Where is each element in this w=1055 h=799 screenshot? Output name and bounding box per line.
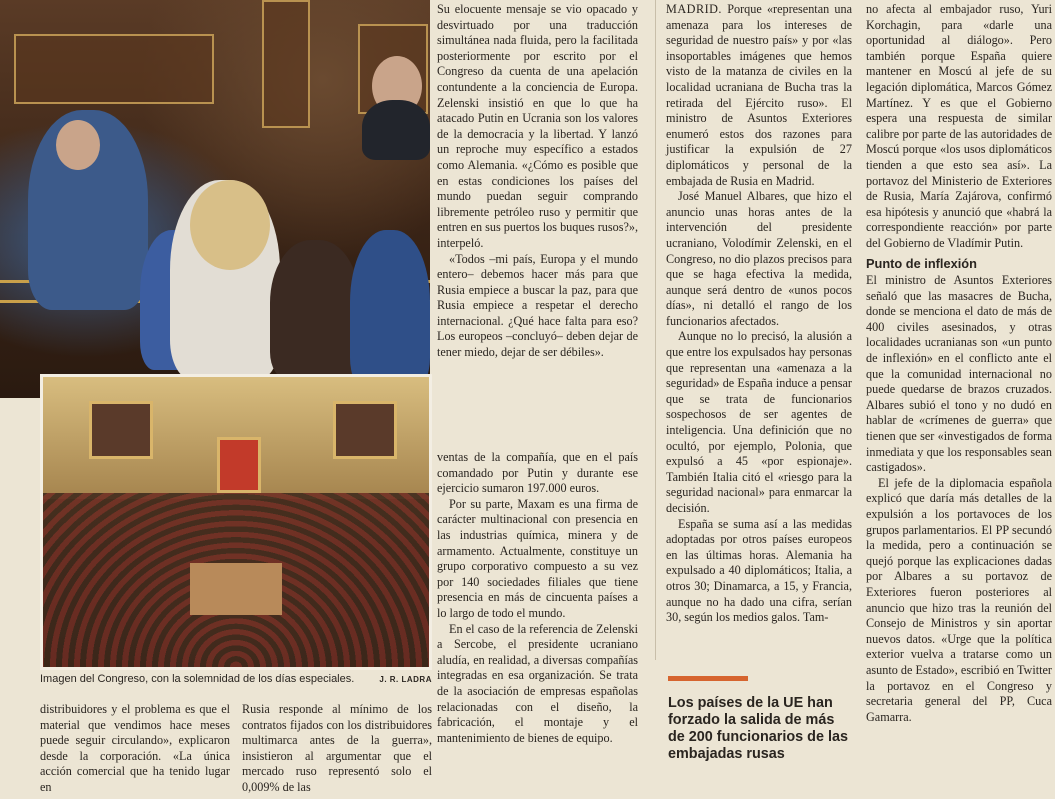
photo-congress-hall — [40, 374, 432, 670]
paragraph: El ministro de Asuntos Exteriores señaló que las masacres de Bucha, donde se menciona el dato de más de 400 civiles asesinados, y otras localidades ucranianas son «un punto de inflexión» en el conflicto ante el que la comunidad internacional no puede quedarse de brazos cruzados. Albares subió el tono y no dudó en hablar de «crímenes de guerra» que tienen que ser «investigados de forma inmediata y que los responsables sean castigados». — [866, 273, 1052, 475]
paragraph: Por su parte, Maxam es una firma de carácter multinacional con presencia en las industrias química, minera y de armamento. Actualmente, constituye un grupo corporativo compuesto a su vez por 140 sociedades filiales que tiene presencia en más de cincuenta países a lo largo de todo el mundo. — [437, 496, 638, 620]
article-column-a — [437, 2, 638, 361]
paragraph: España se suma así a las medidas adoptadas por otros países europeos en las últimas horas. Alemania ha expulsado a 40 diplomáticos; Italia, a otros 30; Dinamarca, a 15, y Francia, aunque no ha dado una cifra, serían 30, según los medios galos. Tam- — [666, 516, 852, 625]
paragraph: distribuidores y el problema es que el material que vendimos hace meses puede seguir circulando», explicaron desde la corporación. «La única acción comercial que ha tenido lugar en — [40, 702, 230, 794]
photo-caption — [40, 673, 432, 685]
article-column-bottom-2 — [242, 702, 432, 796]
caption-text: Imagen del Congreso, con la solemnidad de los días especiales. — [40, 673, 355, 685]
paragraph: Su elocuente mensaje se vio opacado y desvirtuado por una traducción simultánea nada fluida, pero la facilitada posteriormente por escrito por el Congreso da cuenta de una apelación contundente a la conciencia de Europa. Zelenski insistió en que lo que ha atacado Putin en Ucrania son los valores de la democracia y la libertad. Y lanzó un reproche muy específico a estados como Alemania. «¿Cómo es posible que en estas condiciones los países del mundo puedan seguir comprando libremente petróleo ruso y permitir que entren en sus puertos los buques rusos?», interpeló. — [437, 2, 638, 250]
paragraph: José Manuel Albares, que hizo el anuncio unas horas antes de la intervención del presidente ucraniano, Volodímir Zelenski, en el Congreso, no dio plazos precisos para que se haga efectiva la medida, aunque será dentro de «unos pocos días», ni detalló el rango de los funcionarios afectados. — [666, 189, 852, 328]
section-subhead: Punto de inflexión — [866, 255, 977, 271]
article-column-d — [866, 2, 1052, 725]
photo-parliament-applause — [0, 0, 430, 398]
paragraph: El jefe de la diplomacia española explicó que daría más detalles de la expulsión a los portavoces de los grupos parlamentarios. El PP secundó la medida, pero a continuación se quejó porque las explicaciones dadas por Albares a su portavoz de Exteriores fueron posteriores al anuncio que hizo tras la reunión del Consejo de Ministros y sin aportar nuevos datos. «Urge que la política exterior vuelva a tratarse como un asunto de Estado», escribió en Twitter la portavoz en el Congreso y secretaria general del PP, Cuca Gamarra. — [866, 475, 1052, 724]
paragraph: Aunque no lo precisó, la alusión a que entre los expulsados hay personas que representan una «amenaza a la seguridad» de España induce a pensar que se trata de funcionarios sospechosos de ser agentes de inteligencia. Una definición que no ocultó, por ejemplo, Polonia, que expulsó a 45 «por espionaje». También Italia citó el «riesgo para la seguridad nacional» para enmarcar la decisión. — [666, 329, 852, 515]
paragraph: no afecta al embajador ruso, Yuri Korchagin, para «darle una oportunidad al diálogo». Pero también porque España quiere mantener en Moscú al jefe de su legación diplomática, Marcos Gómez Martínez. Y es que el Gobierno espera una respuesta de similar calibre por parte de las autoridades de Moscú porque «los usos diplomáticos tienden a que esto sea así». La portavoz del Ministerio de Exteriores de Rusia, María Zajárova, confirmó esa hipótesis y anunció que «habrá la correspondiente reacción» por parte del Gobierno de Vladímir Putin. — [866, 2, 1052, 250]
paragraph: ventas de la compañía, que en el país comandado por Putin y durante ese ejercicio sumaron 197.000 euros. — [437, 450, 638, 496]
paragraph-text: Porque «representan una amenaza para los intereses de seguridad de nuestro país» y por «las insoportables imágenes que hemos visto de la matanza de civiles en la localidad ucraniana de Bucha tras la retirada del Ejército ruso». El ministro de Asuntos Exteriores enumeró estos dos razones para justificar la expulsión de 27 diplomáticos y personal de la embajada de Rusia en Madrid. — [666, 2, 853, 188]
photo-credit: J. R. LADRA — [379, 675, 432, 684]
paragraph: «Todos –mi país, Europa y el mundo entero– debemos hacer más para que Rusia empiece a buscar la paz, para que Rusia empiece a respetar el derecho internacional. ¿Qué hace falta para eso? Los europeos –concluyó– deben dejar de tener miedo, dejar de ser débiles». — [437, 251, 638, 360]
article-column-c — [666, 2, 852, 626]
paragraph: En el caso de la referencia de Zelenski a Sercobe, el presidente ucraniano aludía, en realidad, a diversas compañías integradas en esa organización. Se trata de la asociación de empresas españolas relacionadas con el diseño, la fabricación, el montaje y el mantenimiento de bienes de equipo. — [437, 621, 638, 745]
pull-quote-accent-bar — [668, 676, 748, 681]
paragraph: Rusia responde al mínimo de los contratos fijados con los distribuidores multimarca antes de la guerra», insistieron al argumentar que el mercado ruso representó solo el 0,009% de las — [242, 702, 432, 794]
dateline: MADRID. — [666, 2, 722, 16]
column-rule — [655, 0, 656, 660]
article-column-b — [437, 450, 638, 746]
pull-quote — [668, 676, 848, 763]
article-column-bottom-1 — [40, 702, 230, 796]
paragraph — [666, 2, 852, 189]
pull-quote-text: Los países de la UE han forzado la salida de más de 200 funcionarios de las embajadas rusas — [668, 695, 848, 762]
